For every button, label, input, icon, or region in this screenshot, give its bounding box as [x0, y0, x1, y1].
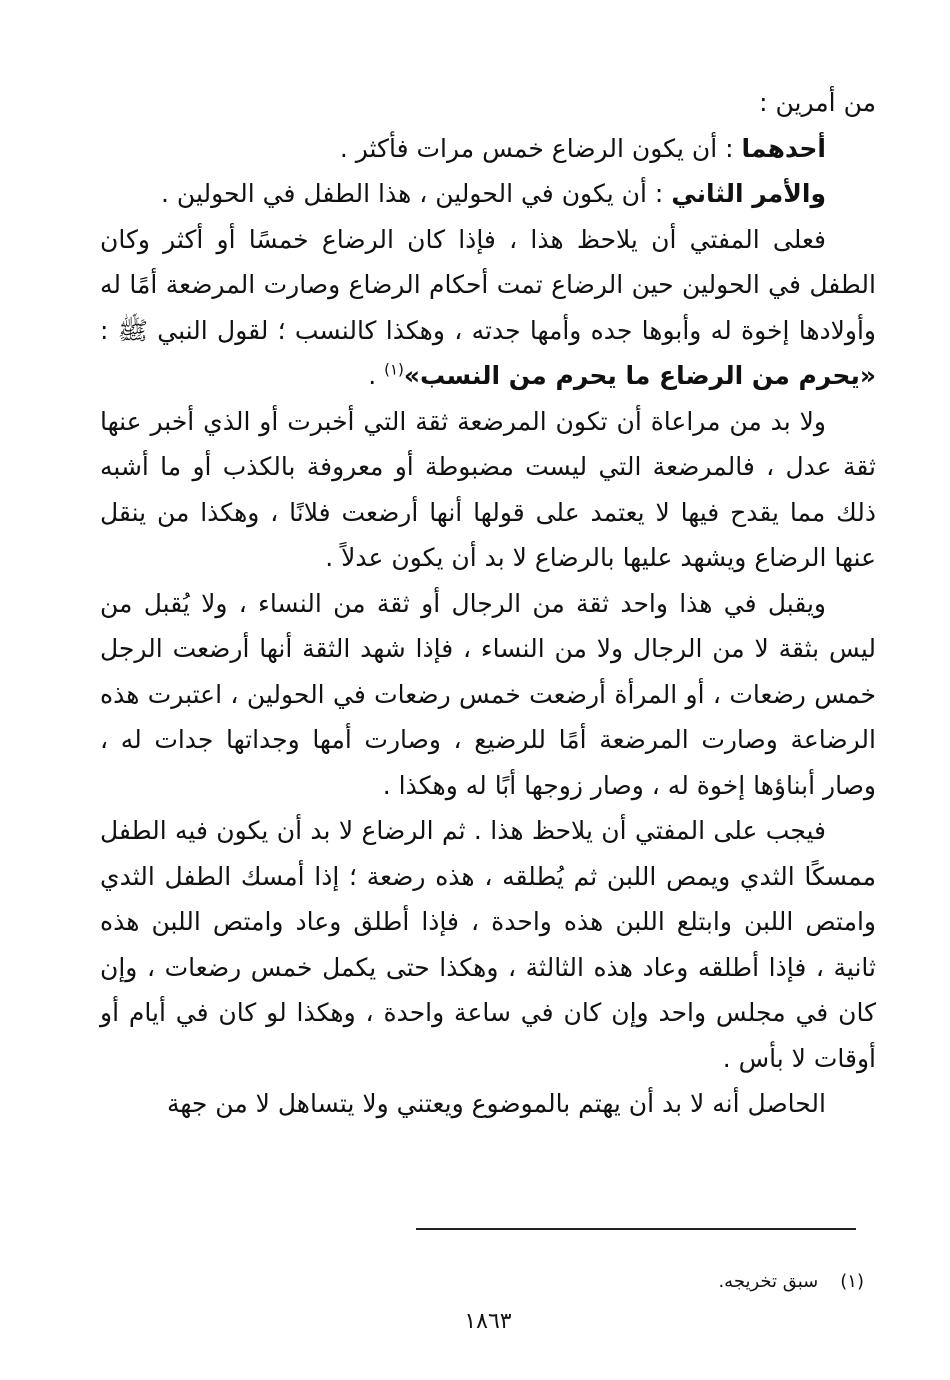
footnote-number: (١): [840, 1271, 864, 1292]
paragraph-5-text: الحاصل أنه لا بد أن يهتم بالموضوع ويعتني ولا يتساهل لا من جهة: [166, 1089, 826, 1118]
hadith-quote: «يحرم من الرضاع ما يحرم من النسب»: [403, 361, 876, 390]
paragraph-3: [100, 581, 876, 809]
second-condition: [100, 171, 876, 217]
paragraph-5: [100, 1081, 876, 1127]
intro-paragraph: [100, 80, 876, 126]
footnote-divider: [416, 1228, 856, 1230]
paragraph-1-text: فعلى المفتي أن يلاحظ هذا ، فإذا كان الرضاع خمسًا أو أكثر وكان الطفل في الحولين حين الرضاع تمت أحكام الرضاع وصارت المرضعة أمًا له وأولادها إخوة له وأبوها جده وأمها جدته ، وهكذا كالنسب ؛ لقول النبي ﷺ :: [100, 224, 876, 345]
page-body: [100, 80, 876, 1127]
paragraph-3-text: ويقبل في هذا واحد ثقة من الرجال أو ثقة من النساء ، ولا يُقبل من ليس بثقة لا من الرجال ولا من النساء ، فإذا شهد الثقة أنها أرضعت الرجل خمس رضعات ، أو المرأة أرضعت خمس رضعات في الحولين ، اعتبرت هذه الرضاعة وصارت المرضعة أمًا للرضيع ، وصارت أمها وجداتها جدات له ، وصار أبناؤها إخوة له ، وصار زوجها أبًا له وهكذا .: [100, 588, 876, 800]
paragraph-1: [100, 217, 876, 399]
first-condition: [100, 126, 876, 172]
paragraph-4: [100, 808, 876, 1081]
page-number: ١٨٦٣: [464, 1309, 512, 1334]
footnote-reference: (١): [384, 360, 404, 379]
paragraph-1-end: .: [368, 361, 385, 390]
footnote: [718, 1270, 864, 1294]
intro-text: من أمرين :: [759, 88, 876, 117]
second-condition-text: : أن يكون في الحولين ، هذا الطفل في الحولين .: [161, 179, 672, 208]
paragraph-4-text: فيجب على المفتي أن يلاحظ هذا . ثم الرضاع لا بد أن يكون فيه الطفل ممسكًا الثدي ويمص اللبن ثم يُطلقه ، هذه رضعة ؛ إذا أمسك الطفل الثدي وامتص اللبن وابتلع اللبن هذه واحدة ، فإذا أطلق وعاد وامتص اللبن هذه ثانية ، فإذا أطلقه وعاد هذه الثالثة ، وهكذا حتى يكمل خمس رضعات ، وإن كان في مجلس واحد وإن كان في ساعة واحدة ، وهكذا لو كان في أيام أو أوقات لا بأس .: [100, 816, 876, 1073]
first-condition-lead: أحدهما: [741, 133, 826, 163]
paragraph-2-text: ولا بد من مراعاة أن تكون المرضعة ثقة التي أخبرت أو الذي أخبر عنها ثقة عدل ، فالمرضعة التي ليست مضبوطة أو معروفة بالكذب أو ما أشبه ذلك مما يقدح فيها لا يعتمد على قولها أنها أرضعت فلانًا ، وهكذا من ينقل عنها الرضاع ويشهد عليها بالرضاع لا بد أن يكون عدلاً .: [100, 406, 876, 572]
book-page: [100, 80, 876, 1360]
second-condition-lead: والأمر الثاني: [671, 179, 826, 208]
first-condition-text: : أن يكون الرضاع خمس مرات فأكثر .: [339, 133, 742, 163]
footnote-text: سبق تخريجه.: [718, 1271, 819, 1292]
paragraph-2: [100, 399, 876, 581]
